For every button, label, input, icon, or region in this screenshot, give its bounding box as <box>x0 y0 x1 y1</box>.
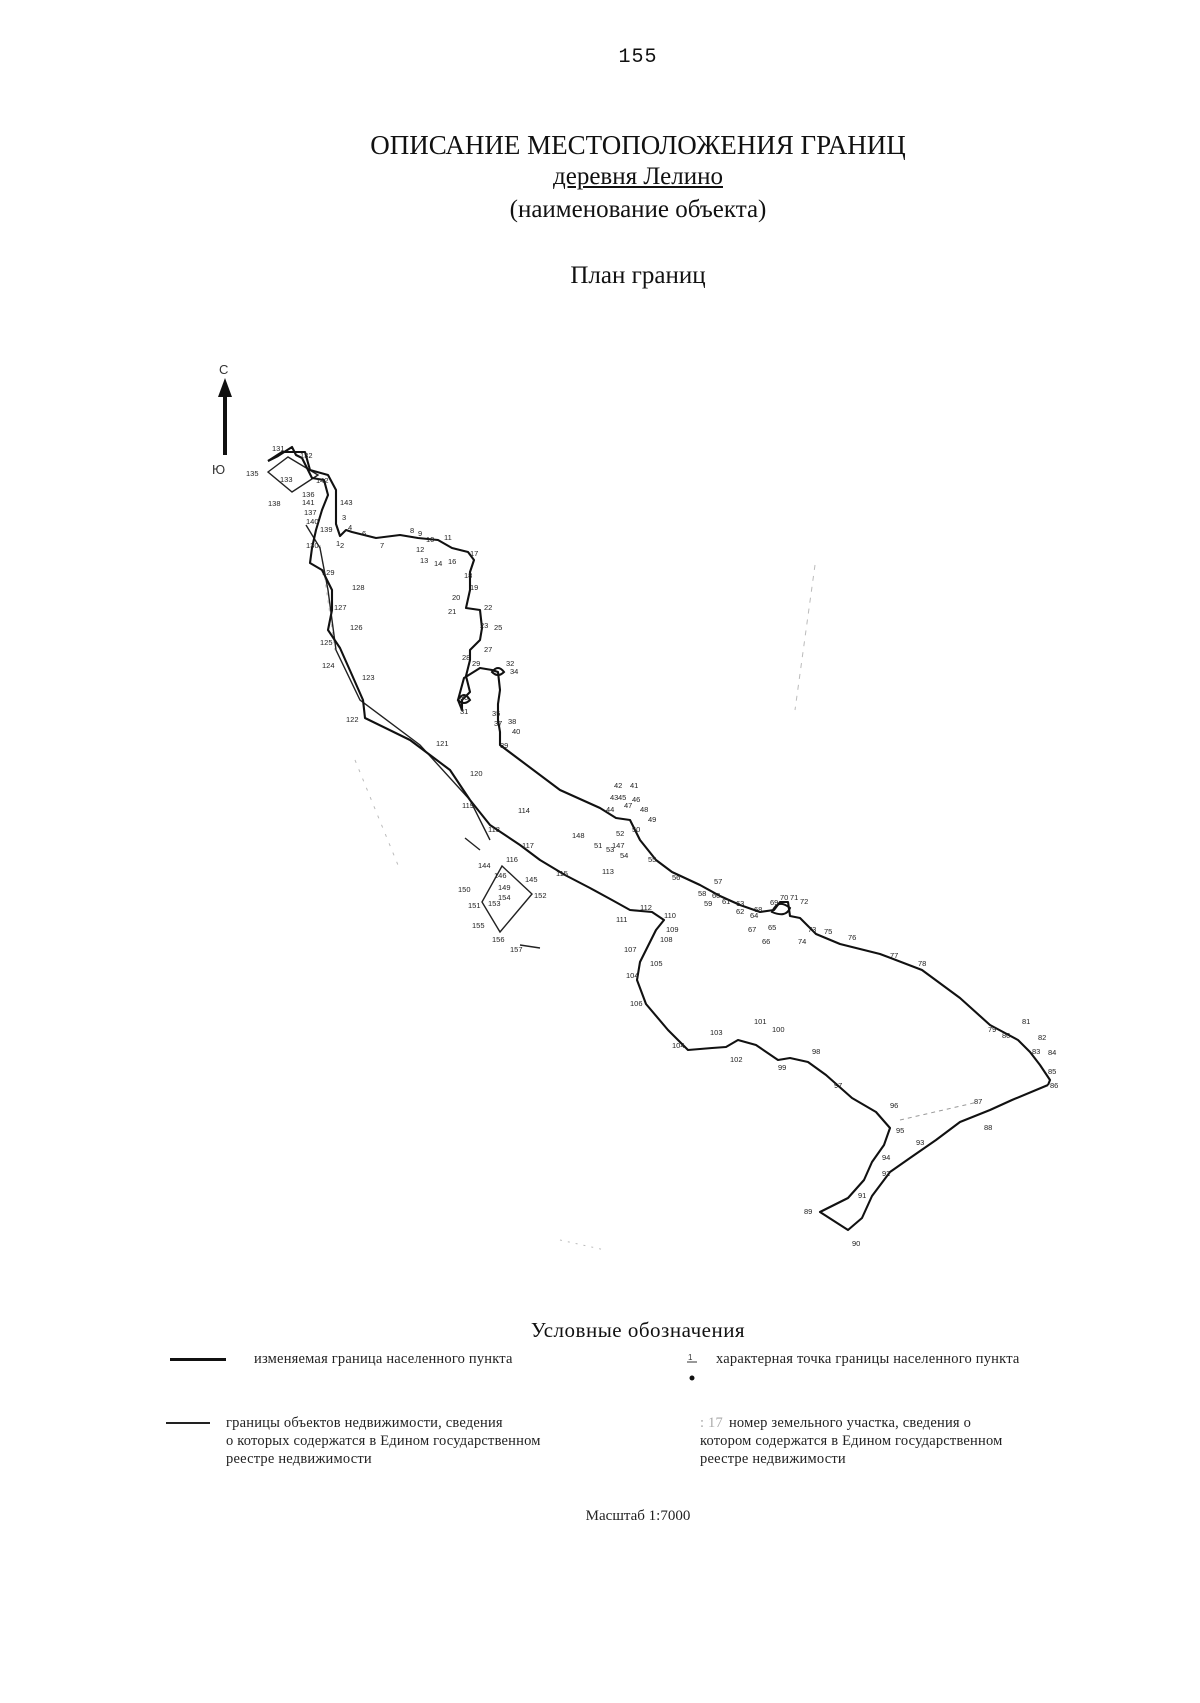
point-label: 94 <box>882 1153 891 1162</box>
point-label: 43 <box>610 793 619 802</box>
point-label: 60 <box>712 891 721 900</box>
point-label: 84 <box>1048 1048 1057 1057</box>
point-label: 39 <box>500 741 509 750</box>
point-label: 91 <box>858 1191 867 1200</box>
point-label: 152 <box>534 891 547 900</box>
point-label: 4 <box>348 523 353 532</box>
point-label: 42 <box>614 781 623 790</box>
point-label: 23 <box>480 621 489 630</box>
document-title: ОПИСАНИЕ МЕСТОПОЛОЖЕНИЯ ГРАНИЦ <box>370 130 906 160</box>
point-label: 121 <box>436 739 449 748</box>
point-label: 68 <box>754 905 763 914</box>
point-label: 119 <box>462 801 474 810</box>
object-caption: (наименование объекта) <box>509 196 767 223</box>
point-label: 133 <box>280 475 293 484</box>
point-label: 45 <box>618 793 627 802</box>
point-label: 156 <box>492 935 505 944</box>
point-labels <box>246 444 1058 1248</box>
point-label: 49 <box>648 815 657 824</box>
point-label: 96 <box>890 1101 899 1110</box>
point-label: 53 <box>606 845 615 854</box>
point-label: 64 <box>750 911 759 920</box>
faint-background-lines <box>320 545 978 1250</box>
point-label: 109 <box>666 925 679 934</box>
point-label: 48 <box>640 805 649 814</box>
point-label: 107 <box>624 945 637 954</box>
point-label: 21 <box>448 607 457 616</box>
point-label: 30 <box>460 693 469 702</box>
point-label: 66 <box>762 937 771 946</box>
compass-north-label: С <box>219 362 229 377</box>
legend-thin-line-text-2: о которых содержатся в Едином государственном <box>226 1433 541 1449</box>
point-label: 108 <box>660 935 673 944</box>
point-label: 31 <box>460 707 469 716</box>
point-label: 40 <box>512 727 521 736</box>
legend-point-icon <box>686 1350 700 1384</box>
point-label: 11 <box>444 533 452 542</box>
point-label: 3 <box>342 513 347 522</box>
legend-thick-line-icon <box>170 1358 226 1361</box>
point-label: 151 <box>468 901 481 910</box>
point-label: 29 <box>472 659 481 668</box>
point-label: 6 <box>362 529 367 538</box>
point-label: 57 <box>714 877 723 886</box>
point-label: 19 <box>470 583 479 592</box>
point-label: 157 <box>510 945 523 954</box>
point-label: 90 <box>852 1239 861 1248</box>
point-label: 146 <box>494 871 507 880</box>
point-label: 55 <box>648 855 657 864</box>
legend-parcel-text-2: котором содержатся в Едином государственном <box>700 1433 1003 1449</box>
point-label: 67 <box>748 925 757 934</box>
point-label: 147 <box>612 841 625 850</box>
point-label: 89 <box>804 1207 813 1216</box>
point-label: 99 <box>778 1063 787 1072</box>
point-label: 72 <box>800 897 809 906</box>
point-label: 59 <box>704 899 713 908</box>
point-label: 13 <box>420 556 429 565</box>
point-label: 126 <box>350 623 363 632</box>
point-label: 93 <box>916 1138 925 1147</box>
point-label: 88 <box>984 1123 993 1132</box>
legend-thick-line-text: изменяемая граница населенного пункта <box>254 1351 513 1367</box>
point-label: 92 <box>882 1169 891 1178</box>
point-label: 103 <box>710 1028 723 1037</box>
point-label: 143 <box>340 498 353 507</box>
point-label: 86 <box>1050 1081 1059 1090</box>
point-label: 65 <box>768 923 777 932</box>
point-label: 150 <box>458 885 471 894</box>
point-label: 25 <box>494 623 503 632</box>
point-label: 153 <box>488 899 501 908</box>
boundary-loops <box>458 668 790 914</box>
point-label: 70 <box>780 893 789 902</box>
point-label: 52 <box>616 829 625 838</box>
point-label: 131 <box>272 444 285 453</box>
point-label: 17 <box>470 549 479 558</box>
object-name-text: деревня Лелино <box>553 163 723 190</box>
point-label: 87 <box>974 1097 983 1106</box>
point-label: 141 <box>302 498 315 507</box>
point-label: 69 <box>770 898 779 907</box>
point-label: 77 <box>890 951 899 960</box>
point-label: 111 <box>616 915 628 924</box>
point-label: 130 <box>306 541 319 550</box>
point-label: 28 <box>462 653 471 662</box>
point-label: 27 <box>484 645 493 654</box>
point-label: 104 <box>626 971 639 980</box>
point-label: 1 <box>336 539 341 548</box>
point-label: 123 <box>362 673 375 682</box>
legend-title: Условные обозначения <box>530 1318 746 1342</box>
legend-parcel-text <box>700 1414 1130 1468</box>
legend-point-text: характерная точка границы населенного пункта <box>716 1351 1020 1367</box>
point-label: 16 <box>448 557 457 566</box>
point-label: 118 <box>488 825 500 834</box>
point-label: 98 <box>812 1047 821 1056</box>
point-label: 132 <box>300 451 313 460</box>
point-label: 50 <box>632 825 641 834</box>
point-label: 144 <box>478 861 491 870</box>
point-label: 38 <box>508 717 517 726</box>
point-label: 101 <box>754 1017 767 1026</box>
point-label: 74 <box>798 937 807 946</box>
point-label: 140 <box>306 517 319 526</box>
point-label: 95 <box>896 1126 905 1135</box>
point-label: 135 <box>246 469 259 478</box>
point-label: 80 <box>1002 1031 1011 1040</box>
point-label: 112 <box>640 903 652 912</box>
point-label: 100 <box>772 1025 785 1034</box>
point-label: 139 <box>320 525 333 534</box>
legend-parcel-text-3: реестре недвижимости <box>700 1451 846 1467</box>
point-label: 58 <box>698 889 707 898</box>
point-label: 129 <box>322 568 335 577</box>
point-label: 44 <box>606 805 615 814</box>
point-label: 125 <box>320 638 333 647</box>
point-label: 116 <box>506 855 518 864</box>
point-label: 10 <box>426 535 435 544</box>
point-label: 7 <box>380 541 385 550</box>
point-label: 46 <box>632 795 641 804</box>
point-label: 149 <box>498 883 511 892</box>
point-label: 37 <box>494 719 503 728</box>
point-label: 61 <box>722 897 731 906</box>
point-label: 110 <box>664 911 676 920</box>
point-label: 83 <box>1032 1047 1041 1056</box>
point-label: 85 <box>1048 1067 1057 1076</box>
point-label: 82 <box>1038 1033 1047 1042</box>
point-label: 63 <box>736 899 745 908</box>
legend-parcel-text-1 <box>700 1414 1130 1432</box>
point-label: 114 <box>518 806 530 815</box>
point-label: 14 <box>434 559 443 568</box>
point-label: 106 <box>630 999 643 1008</box>
plan-title: План границ <box>570 262 706 289</box>
legend-thin-line-text-3: реестре недвижимости <box>226 1451 372 1467</box>
point-label: 117 <box>522 841 534 850</box>
point-label: 127 <box>334 603 347 612</box>
point-label: 120 <box>470 769 483 778</box>
point-label: 142 <box>316 476 329 485</box>
legend-thin-line-icon <box>166 1422 210 1424</box>
point-label: 154 <box>498 893 511 902</box>
point-label: 8 <box>410 526 415 535</box>
point-label: 20 <box>452 593 461 602</box>
point-label: 155 <box>472 921 485 930</box>
point-label: 62 <box>736 907 745 916</box>
point-label: 2 <box>340 541 345 550</box>
point-label: 32 <box>506 659 515 668</box>
page-number: 155 <box>618 46 658 69</box>
map-scale: Масштаб 1:7000 <box>585 1508 691 1524</box>
settlement-boundary-north <box>268 452 1050 1085</box>
point-label: 122 <box>346 715 359 724</box>
point-label: 51 <box>594 841 603 850</box>
point-label: 136 <box>302 490 315 499</box>
point-label: 137 <box>304 508 317 517</box>
point-label: 18 <box>464 571 473 580</box>
point-label: 75 <box>824 927 833 936</box>
point-label: 22 <box>484 603 493 612</box>
legend-thin-line-text <box>226 1414 696 1468</box>
point-label: 102 <box>730 1055 743 1064</box>
point-label: 71 <box>790 893 799 902</box>
point-label: 128 <box>352 583 365 592</box>
point-label: 113 <box>602 867 614 876</box>
point-label: 73 <box>808 925 817 934</box>
point-label: 35 <box>492 709 501 718</box>
point-label: 41 <box>630 781 639 790</box>
point-label: 124 <box>322 661 335 670</box>
compass-south-label: Ю <box>212 462 226 477</box>
point-label: 56 <box>672 873 681 882</box>
north-arrow-icon <box>218 378 232 455</box>
legend-thin-line-text-1: границы объектов недвижимости, сведения <box>226 1415 503 1431</box>
point-label: 148 <box>572 831 585 840</box>
point-label: 76 <box>848 933 857 942</box>
settlement-boundary-west <box>268 447 1048 1230</box>
point-label: 79 <box>988 1025 997 1034</box>
point-label: 47 <box>624 801 633 810</box>
point-label: 104 <box>672 1041 685 1050</box>
point-label: 138 <box>268 499 281 508</box>
point-label: 81 <box>1022 1017 1031 1026</box>
point-label: 9 <box>418 529 423 538</box>
point-label: 145 <box>525 875 538 884</box>
point-label: 12 <box>416 545 425 554</box>
point-label: 54 <box>620 851 629 860</box>
legend-parcel-sample-icon: : 17 <box>700 1415 723 1431</box>
point-label: 105 <box>650 959 663 968</box>
point-label: 34 <box>510 667 519 676</box>
point-label: 115 <box>556 869 568 878</box>
point-label: 78 <box>918 959 927 968</box>
svg-text:1: 1 <box>688 1353 693 1362</box>
legend-parcel-text-1-value: номер земельного участка, сведения о <box>728 1415 972 1431</box>
point-label: 97 <box>834 1081 843 1090</box>
